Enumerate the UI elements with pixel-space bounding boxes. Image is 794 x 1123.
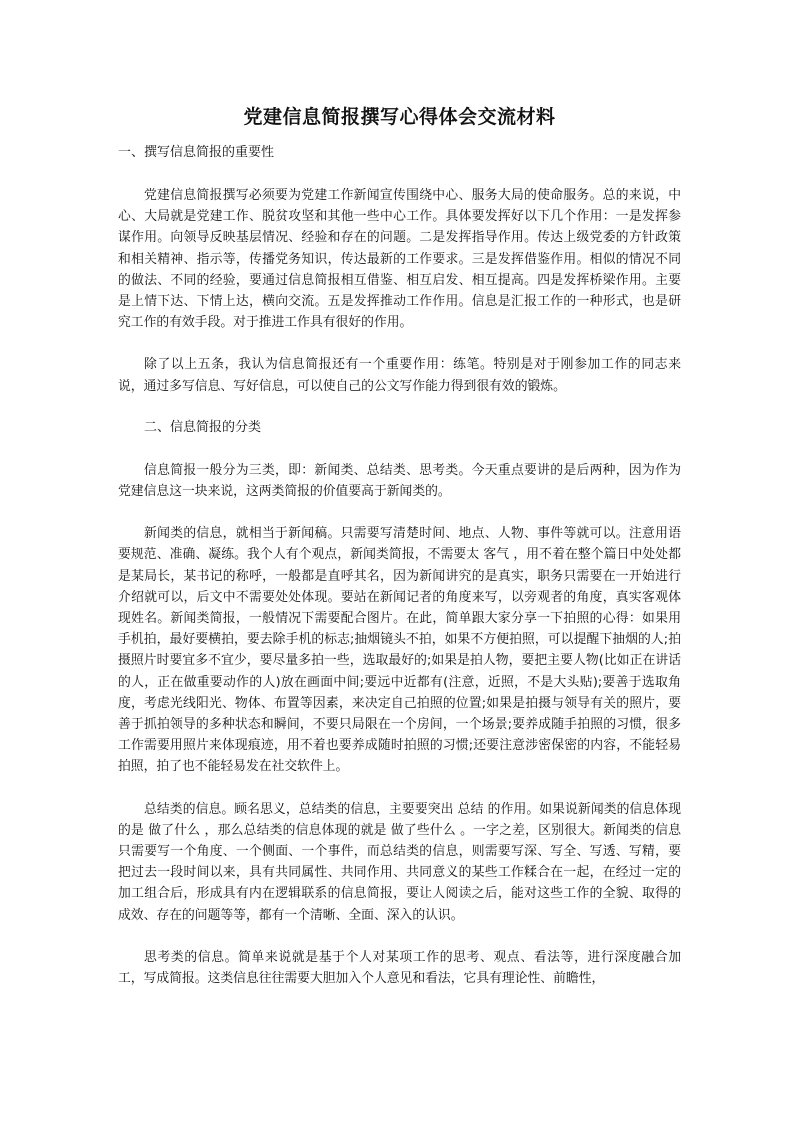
paragraph-classification-1: 信息简报一般分为三类，即：新闻类、总结类、思考类。今天重点要讲的是后两种，因为作为党建信息这一块来说，这两类简报的价值要高于新闻类的。	[118, 462, 681, 500]
paragraph-news-type: 新闻类的信息，就相当于新闻稿。只需要写清楚时间、地点、人物、事件等就可以。注意用语要规范、准确、凝练。我个人有个观点，新闻类简报，不需要太 客气 ，用不着在整个篇日中处处都是某局长，某书记的称呼，一般都是直呼其名，因为新闻讲究的是真实，职务只需要在一开始进行介绍就可以，后文中不需要处处体现。要站在新闻记者的角度来写，以旁观者的角度，真实客观体现姓名。新闻类简报，一般情况下需要配合图片。在此，简单跟大家分享一下拍照的心得：如果用手机拍，最好要横拍，要去除手机的标志;抽烟镜头不拍，如果不方便拍照，可以提醒下抽烟的人;拍摄照片时要宜多不宜少，要尽量多拍一些，选取最好的;如果是拍人物，要把主要人物(比如正在讲话的人，正在做重要动作的人)放在画面中间;要远中近都有(注意，近照，不是大头贴);要善于选取角度，考虑光线阳光、物体、布置等因素，来决定自己拍照的位置;如果是拍摄与领导有关的照片，要善于抓拍领导的多种状态和瞬间，不要只局限在一个房间，一个场景;要养成随手拍照的习惯，很多工作需要用照片来体现痕迹，用不着也要养成随时拍照的习惯;还要注意涉密保密的内容，不能轻易拍照，拍了也不能轻易发在社交软件上。	[118, 526, 681, 775]
paragraph-summary-type: 总结类的信息。顾名思义，总结类的信息，主要要突出 总结 的作用。如果说新闻类的信息体现的是 做了什么 ，那么总结类的信息体现的就是 做了些什么 。一字之差，区别很大。新闻类的信息只需要写一个角度、一个侧面、一个事件，而总结类的信息，则需要写深、写全、写透、写精，要把过去一段时间以来，具有共同属性、共同作用、共同意义的某些工作糅合在一起，在经过一定的加工组合后，形成具有内在逻辑联系的信息简报，要让人阅读之后，能对这些工作的全貌、取得的成效、存在的问题等等，都有一个清晰、全面、深入的认识。	[118, 801, 681, 923]
paragraph-reflection-type: 思考类的信息。简单来说就是基于个人对某项工作的思考、观点、看法等，进行深度融合加工，写成简报。这类信息往往需要大胆加入个人意见和看法，它具有理论性、前瞻性，	[118, 949, 681, 987]
paragraph-importance-2: 除了以上五条，我认为信息简报还有一个重要作用：练笔。特别是对于刚参加工作的同志来说，通过多写信息、写好信息，可以使自己的公文写作能力得到很有效的锻炼。	[118, 357, 681, 394]
paragraph-importance-1: 党建信息简报撰写必须要为党建工作新闻宣传围绕中心、服务大局的使命服务。总的来说，中心、大局就是党建工作、脱贫攻坚和其他一些中心工作。具体要发挥好以下几个作用：一是发挥参谋作用。向领导反映基层情况、经验和存在的问题。二是发挥指导作用。传达上级党委的方针政策和相关精神、指示等，传播党务知识，传达最新的工作要求。三是发挥借鉴作用。相似的情况不同的做法、不同的经验，要通过信息简报相互借鉴、相互启发、相互提高。四是发挥桥梁作用。主要是上情下达、下情上达，横向交流。五是发挥推动工作作用。信息是汇报工作的一种形式，也是研究工作的有效手段。对于推进工作具有很好的作用。	[118, 188, 681, 331]
section-heading-classification: 二、信息简报的分类	[144, 419, 262, 435]
section-heading-importance: 一、撰写信息简报的重要性	[118, 145, 275, 160]
document-title: 党建信息简报撰写心得体会交流材料	[243, 106, 556, 128]
